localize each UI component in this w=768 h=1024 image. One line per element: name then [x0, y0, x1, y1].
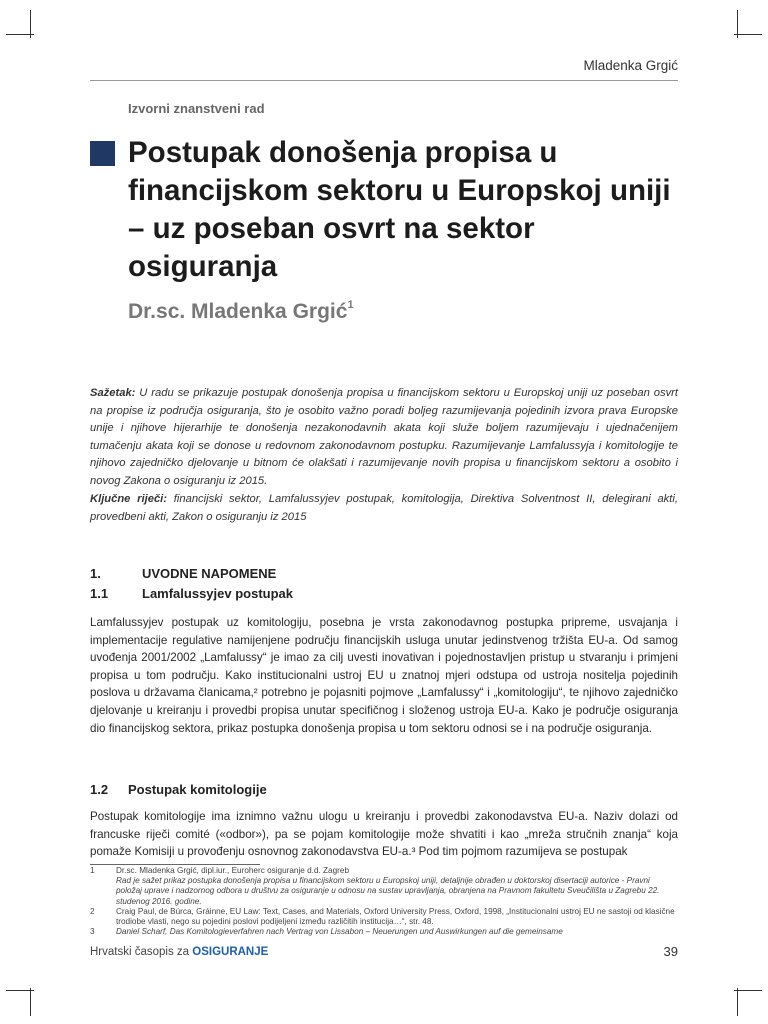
footnote-number: 2 [90, 906, 95, 916]
section-number: 1. [90, 566, 101, 581]
footnote-rule [90, 864, 260, 865]
keywords-label: Ključne riječi: [90, 493, 168, 505]
author-line [128, 299, 354, 324]
section-heading-1 [90, 566, 276, 581]
author-footnote-ref: 1 [347, 299, 354, 311]
footnote [90, 907, 678, 927]
abstract-label: Sažetak: [90, 387, 136, 399]
footnote-text [116, 866, 678, 907]
crop-mark [734, 990, 762, 991]
footer-journal [90, 946, 268, 958]
running-head [90, 58, 678, 81]
section-title: UVODNE NAPOMENE [142, 566, 277, 581]
section-heading-1-2 [90, 782, 267, 797]
author-name: Dr.sc. Mladenka Grgić [128, 300, 348, 323]
body-paragraph-1-2: Postupak komitologije ima iznimno važnu ulogu u kreiranju i provedbi zakonodavstva EU-a. Naziv dolazi od francuske riječi comité («odbor»), pa se pojam komitologije može shvatiti i kao „mreža stručnih znanja“ koja pomaže Komisiji u provođenju osnovnog zakonodavstva EU-a.³ Pod tim pojmom razumijeva se postupak [90, 810, 678, 859]
footnote-line: Rad je sažet prikaz postupka donošenja propisa u financijskom sektoru u Europskoj uniji, detaljnije obrađen u doktorskoj disertaciji autorice - Pravni položaj uprave i nadzornog odbora u društvu za osiguranje u odnosu na sustav upravljanja, obranjena na Pravnom fakultetu Sveučilišta u Zagrebu 22. studenog 2016. godine. [116, 876, 660, 906]
crop-mark [737, 988, 738, 1016]
footnotes [90, 866, 678, 937]
section-number: 1.1 [90, 586, 109, 601]
section-heading-1-1 [90, 586, 293, 601]
footnote-text: Daniel Scharf, Das Komitologieverfahren nach Vertrag von Lissabon – Neuerungen und Auswirkungen auf die gemeinsame [116, 927, 563, 937]
abstract [90, 385, 678, 491]
footnote-number: 3 [90, 927, 95, 937]
abstract-text: U radu se prikazuje postupak donošenja propisa u financijskom sektoru u Europskoj uniji uz poseban osvrt na propise iz područja osiguranja, što je osobito važno poradi boljeg razumijevanja pojedinih izvora prava Europske unije i njihove hijerarhije te donošenja nezakonodavnih akata koji služe boljem razumijevaju i ujednačenijem tumačenju akata koji se donose u redovnom zakonodavnom postupku. Razumijevanje Lamfalussyja i komitologije te njihovo zajedničko djelovanje u bitnom će olakšati i razumijevanje novih propisa u financijskom sektoru a osobito i novog Zakona o osiguranju iz 2015. [90, 387, 678, 487]
keywords-text: financijski sektor, Lamfalussyjev postupak, komitologija, Direktiva Solventnost II, delegirani akti, provedbeni akti, Zakon o osiguranju iz 2015 [90, 493, 678, 523]
footnote-text: Craig Paul, de Búrca, Gráinne, EU Law: Text, Cases, and Materials, Oxford University Press, Oxford, 1998, „Institucionalni ustroj EU ne sastoji od klasične trodiobe vlasti, nego su pojedini poslovi podijeljeni između različitih institucija…“, str. 48. [116, 906, 675, 927]
crop-mark [30, 988, 31, 1016]
journal-brand: OSIGURANJE [192, 946, 269, 958]
section-title: Postupak komitologije [128, 782, 267, 797]
footnote [90, 866, 678, 907]
crop-mark [6, 34, 34, 35]
journal-prefix: Hrvatski časopis za [90, 946, 193, 958]
crop-mark [6, 990, 34, 991]
paper-title: Postupak donošenja propisa u financijskom sektoru u Europskoj uniji – uz poseban osvrt na sektor osiguranja [128, 136, 671, 283]
page-number: 39 [663, 944, 678, 959]
running-head-author: Mladenka Grgić [583, 58, 678, 73]
section-title: Lamfalussyjev postupak [142, 586, 293, 601]
section-number: 1.2 [90, 782, 109, 797]
body-paragraph-1-1: Lamfalussyjev postupak uz komitologiju, posebna je vrsta zakonodavnog postupka pripreme, usvajanja i implementacije regulative namijenjene području financijskih usluga unutar jedinstvenog tržišta EU-a. Od samog uvođenja 2001/2002 „Lamfalussy“ je imao za cilj uvesti inovativan i pojednostavljen pristup u stvaranju i primjeni propisa u tom području. Kako institucionalni ustroj EU u znatnoj mjeri odstupa od ustroja nositelja pojedinih poslova u državama članicama,² potrebno je pojasniti pojmove „Lamfalussy“ i „komitologiju“, te njihovo zajedničko djelovanje u kreiranju i provedbi propisa unutar specifičnog i složenog ustroja EU-a. Kako je područje osiguranja dio financijskog sektora, prikaz postupka donošenja propisa u tom sektoru odnosi se i na područje osiguranja. [90, 616, 678, 735]
footnote [90, 927, 678, 937]
article-type: Izvorni znanstveni rad [128, 101, 265, 116]
footnote-line: Dr.sc. Mladenka Grgić, dipl.iur., Euroherc osiguranje d.d. Zagreb [116, 866, 349, 875]
footnote-number: 1 [90, 866, 95, 875]
title-marker [90, 141, 115, 166]
keywords [90, 491, 678, 526]
crop-mark [734, 34, 762, 35]
